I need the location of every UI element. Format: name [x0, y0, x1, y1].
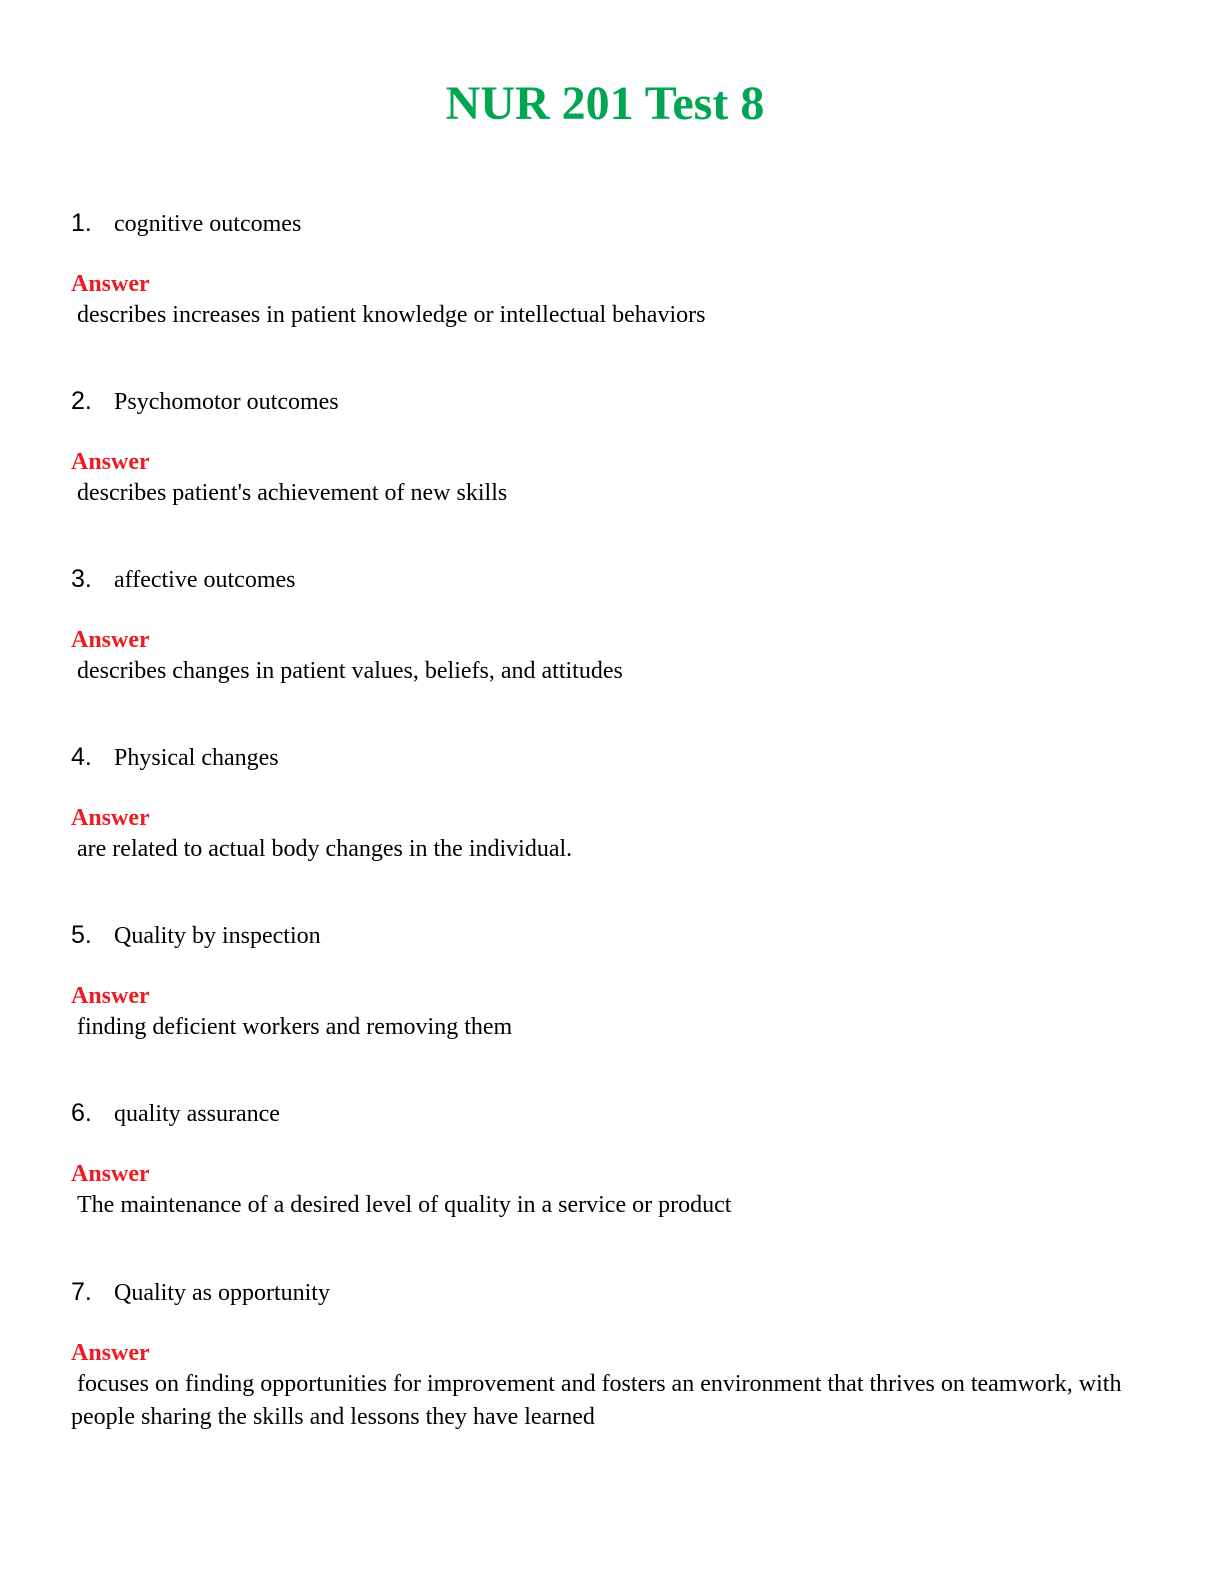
- question-item: [71, 383, 1151, 510]
- question-item: [71, 1274, 1151, 1434]
- question-item: [71, 1095, 1151, 1222]
- question-number: 3.: [71, 565, 92, 593]
- page-title: NUR 201 Test 8: [445, 77, 765, 130]
- question-number: 2.: [71, 387, 92, 415]
- question-text: Physical changes: [114, 745, 279, 771]
- question-text: Psychomotor outcomes: [114, 389, 339, 415]
- question-text: Quality by inspection: [114, 923, 321, 949]
- answer-text: describes increases in patient knowledge or intellectual behaviors: [71, 302, 706, 328]
- answer-text: finding deficient workers and removing them: [71, 1014, 513, 1040]
- question-text: Quality as opportunity: [114, 1280, 330, 1306]
- question-row: [71, 1274, 1151, 1310]
- answer-text: describes patient's achievement of new skills: [71, 480, 508, 506]
- question-row: [71, 383, 1151, 419]
- question-text: affective outcomes: [114, 567, 296, 593]
- answer-label: Answer: [71, 449, 150, 475]
- question-number: 5.: [71, 921, 92, 949]
- question-number: 4.: [71, 743, 92, 771]
- answer-label: Answer: [71, 1340, 150, 1366]
- question-item: [71, 205, 1151, 332]
- question-row: [71, 1095, 1151, 1131]
- answer-text: The maintenance of a desired level of quality in a service or product: [71, 1192, 732, 1218]
- question-item: [71, 561, 1151, 688]
- answer-label: Answer: [71, 983, 150, 1009]
- question-row: [71, 205, 1151, 241]
- answer-label: Answer: [71, 271, 150, 297]
- question-row: [71, 739, 1151, 775]
- answer-text: are related to actual body changes in the individual.: [71, 836, 573, 862]
- question-item: [71, 739, 1151, 866]
- question-text: cognitive outcomes: [114, 211, 302, 237]
- question-number: 1.: [71, 209, 92, 237]
- question-row: [71, 917, 1151, 953]
- question-row: [71, 561, 1151, 597]
- question-number: 7.: [71, 1278, 92, 1306]
- question-item: [71, 917, 1151, 1044]
- answer-text: describes changes in patient values, beliefs, and attitudes: [71, 658, 623, 684]
- answer-label: Answer: [71, 627, 150, 653]
- answer-label: Answer: [71, 1161, 150, 1187]
- question-number: 6.: [71, 1099, 92, 1127]
- answer-text: focuses on finding opportunities for improvement and fosters an environment that thrives on teamwork, with people sharing the skills and lessons they have learned: [71, 1371, 1128, 1430]
- answer-label: Answer: [71, 805, 150, 831]
- question-text: quality assurance: [114, 1101, 280, 1127]
